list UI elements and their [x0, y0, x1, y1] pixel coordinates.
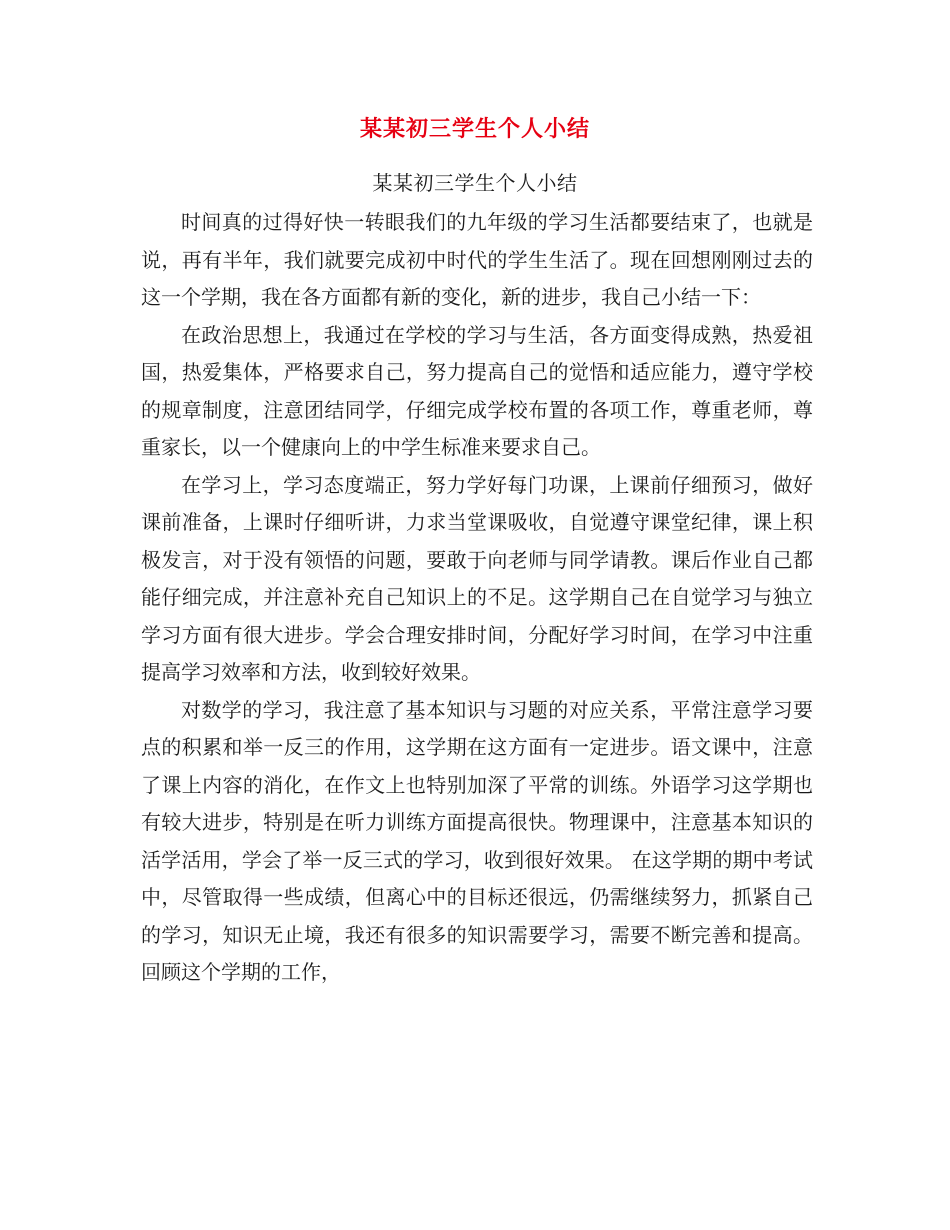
document-body: [141, 204, 813, 992]
paragraph-study: 在学习上，学习态度端正，努力学好每门功课，上课前仔细预习，做好课前准备，上课时仔细听讲，力求当堂课吸收，自觉遵守课堂纪律，课上积极发言，对于没有领悟的问题，要敢于向老师与同学请教。课后作业自己都能仔细完成，并注意补充自己知识上的不足。这学期自己在自觉学习与独立学习方面有很大进步。学会合理安排时间，分配好学习时间，在学习中注重提高学习效率和方法，收到较好效果。: [141, 472, 813, 684]
paragraph-intro: 时间真的过得好快一转眼我们的九年级的学习生活都要结束了，也就是说，再有半年，我们就要完成初中时代的学生生活了。现在回想刚刚过去的这一个学期，我在各方面都有新的变化，新的进步，我自己小结一下：: [141, 210, 813, 309]
document-subtitle: 某某初三学生个人小结: [372, 171, 578, 195]
document-title: 某某初三学生个人小结: [359, 116, 590, 142]
paragraph-political: 在政治思想上，我通过在学校的学习与生活，各方面变得成熟，热爱祖国，热爱集体，严格要求自己，努力提高自己的觉悟和适应能力，遵守学校的规章制度，注意团结同学，仔细完成学校布置的各项工作，尊重老师，尊重家长，以一个健康向上的中学生标准来要求自己。: [141, 322, 813, 459]
paragraph-subjects: 对数学的学习，我注意了基本知识与习题的对应关系，平常注意学习要点的积累和举一反三的作用，这学期在这方面有一定进步。语文课中，注意了课上内容的消化，在作文上也特别加深了平常的训练。外语学习这学期也有较大进步，特别是在听力训练方面提高很快。物理课中，注意基本知识的活学活用，学会了举一反三式的学习，收到很好效果。 在这学期的期中考试中，尽管取得一些成绩，但离心中的目标还很远，仍需继续努力，抓紧自己的学习，知识无止境，我还有很多的知识需要学习，需要不断完善和提高。 回顾这个学期的工作，: [141, 697, 813, 984]
